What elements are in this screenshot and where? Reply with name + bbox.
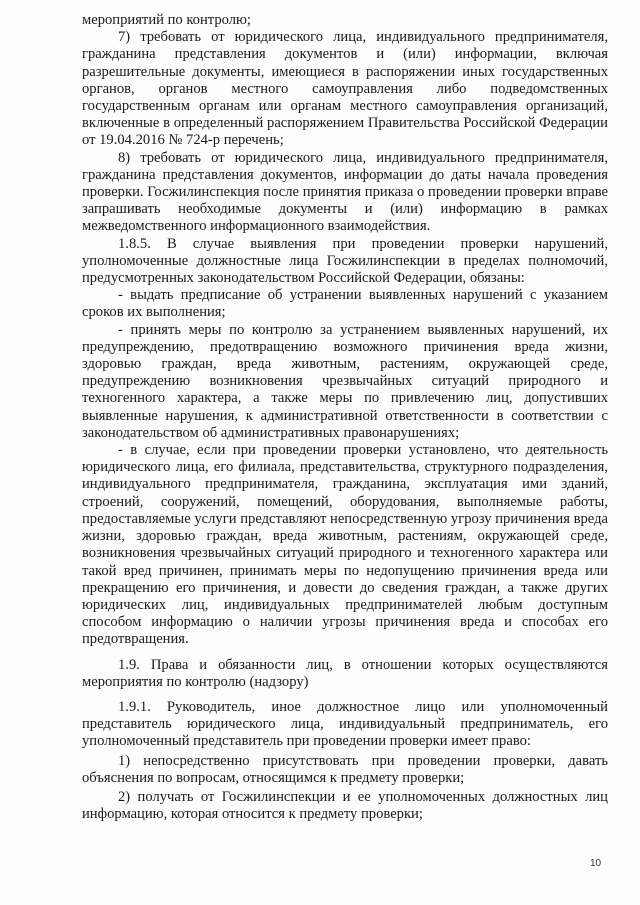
paragraph-1-8-5: 1.8.5. В случае выявления при проведении проверки нарушений, уполномоченные должностные лица Госжилинспекции в пределах полномочий, предусмотренных законодательством Российской Федерации, обязаны:: [82, 235, 608, 287]
paragraph-right-1: 1) непосредственно присутствовать при проведении проверки, давать объяснения по вопросам, относящимся к предмету проверки;: [82, 752, 608, 786]
bullet-threat-case: - в случае, если при проведении проверки установлено, что деятельность юридического лица, его филиала, представительства, структурного подразделения, индивидуального предпринимателя, гражданина, эксплуатация ими зданий, строений, сооружений, помещений, оборудования, выполняемые работы, предоставляемые услуги представляют непосредственную угрозу причинения вреда жизни, здоровью граждан, вреда животным, растениям, окружающей среде, возникновения чрезвычайных ситуаций природного и техногенного характера или такой вред причинен, принимать меры по недопущению причинения вреда или прекращению его причинения, и довести до сведения граждан, а также других юридических лиц, индивидуальных предпринимателей любым доступным способом информацию о наличии угрозы причинения вреда и способах его предотвращения.: [82, 442, 608, 648]
paragraph-item-8: 8) требовать от юридического лица, индивидуального предпринимателя, гражданина представления документов, информации до даты начала проведения проверки. Госжилинспекция после принятия приказа о проведении проверки вправе запрашивать необходимые документы и (или) информацию в рамках межведомственного информационного взаимодействия.: [82, 149, 608, 235]
paragraph-right-2: 2) получать от Госжилинспекции и ее уполномоченных должностных лиц информацию, которая относится к предмету проверки;: [82, 788, 608, 823]
section-heading-1-9: 1.9. Права и обязанности лиц, в отношении которых осуществляются мероприятия по контролю (надзору): [82, 656, 608, 690]
paragraph-1-9-1: 1.9.1. Руководитель, иное должностное лицо или уполномоченный представитель юридического лица, индивидуальный предприниматель, его уполномоченный представитель при проведении проверки имеет право:: [82, 698, 608, 750]
page-number: 10: [590, 858, 602, 869]
bullet-issue-order: - выдать предписание об устранении выявленных нарушений с указанием сроков их выполнения;: [82, 287, 608, 321]
document-body: [82, 12, 608, 823]
bullet-take-measures: - принять меры по контролю за устранением выявленных нарушений, их предупреждению, предотвращению возможного причинения вреда жизни, здоровью граждан, вреда животным, растениям, окружающей среде, предупреждению возникновения чрезвычайных ситуаций природного и техногенного характера, а также меры по привлечению лиц, допустивших выявленные нарушения, к административной ответственности в соответствии с законодательством об административных правонарушениях;: [82, 321, 608, 441]
paragraph-continuation: мероприятий по контролю;: [82, 12, 251, 28]
paragraph-item-7: 7) требовать от юридического лица, индивидуального предпринимателя, гражданина представления документов и (или) информации, включая разрешительные документы, имеющиеся в распоряжении иных государственных органов, органов местного самоуправления либо подведомственных государственным органам или органам местного самоуправления организаций, включенные в определенный распоряжением Правительства Российской Федерации от 19.04.2016 № 724-р перечень;: [82, 29, 608, 149]
